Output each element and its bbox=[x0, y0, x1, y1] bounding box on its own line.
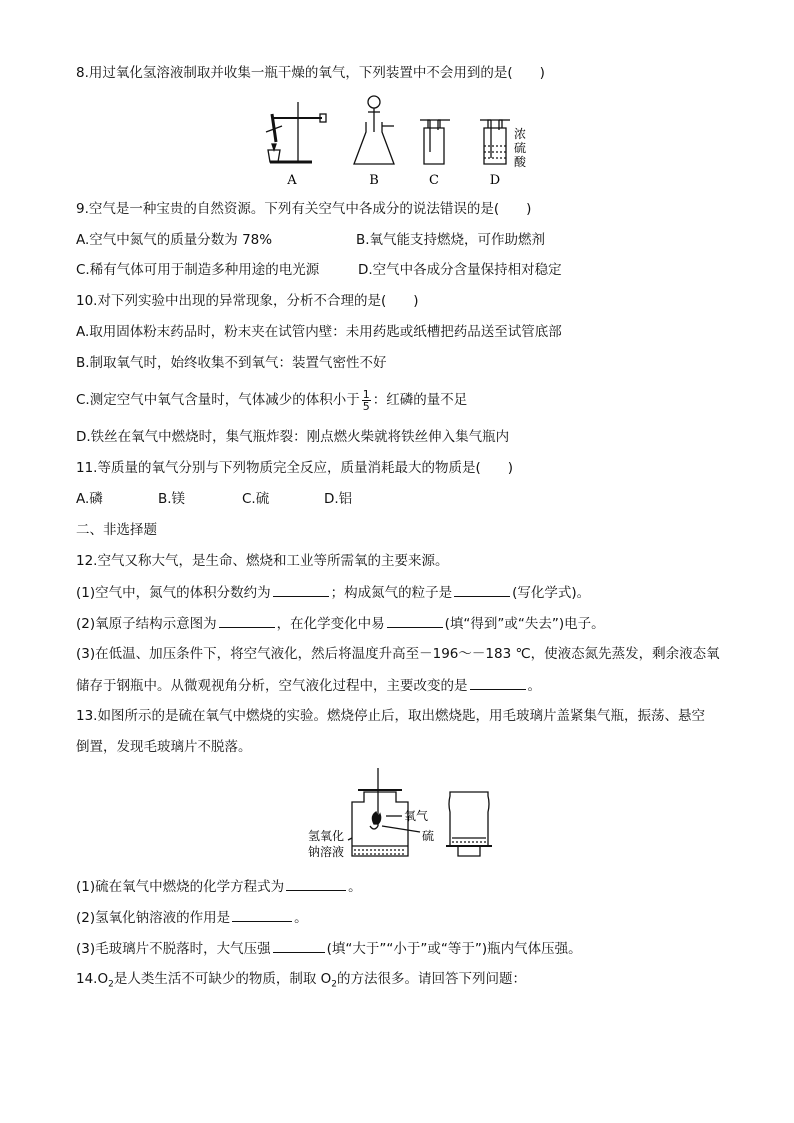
q12-part2-c: (填“得到”或“失去”)电子。 bbox=[444, 616, 605, 632]
apparatus-a bbox=[266, 102, 326, 162]
q13-part3 bbox=[76, 939, 582, 958]
answer-blank[interactable] bbox=[470, 676, 526, 690]
label-naoh-2: 钠溶液 bbox=[308, 845, 345, 859]
q12-part1-a: (1)空气中，氮气的体积分数约为 bbox=[76, 585, 271, 601]
q13-stem-line2: 倒置，发现毛玻璃片不脱落。 bbox=[76, 739, 252, 755]
label-b: B bbox=[369, 173, 379, 188]
answer-blank[interactable] bbox=[273, 583, 329, 597]
q9-stem: 9.空气是一种宝贵的自然资源。下列有关空气中各成分的说法错误的是( ) bbox=[76, 201, 532, 217]
q13-sulfur-combustion-figure bbox=[308, 768, 498, 864]
q11-option-a: A.磷 bbox=[76, 491, 103, 507]
apparatus-d bbox=[480, 120, 510, 164]
q13-stem-line1: 13.如图所示的是硫在氧气中燃烧的实验。燃烧停止后，取出燃烧匙，用毛玻璃片盖紧集气瓶，振荡、悬空 bbox=[76, 708, 705, 724]
q9-option-c: C.稀有气体可用于制造多种用途的电光源 bbox=[76, 262, 320, 278]
fraction-one-fifth bbox=[362, 389, 371, 412]
q10-stem: 10.对下列实验中出现的异常现象，分析不合理的是( ) bbox=[76, 293, 419, 309]
q13-part1-b: 。 bbox=[348, 879, 362, 895]
q8-stem: 8.用过氧化氢溶液制取并收集一瓶干燥的氧气，下列装置中不会用到的是( ) bbox=[76, 65, 545, 81]
apparatus-b bbox=[354, 96, 394, 164]
apparatus-c bbox=[420, 120, 450, 164]
q13-part3-b: (填“大于”“小于”或“等于”)瓶内气体压强。 bbox=[326, 941, 582, 957]
q13-part2-b: 。 bbox=[294, 910, 308, 926]
q8-apparatus-figure bbox=[262, 92, 532, 188]
section-heading: 二、非选择题 bbox=[76, 522, 157, 538]
label-d: D bbox=[489, 173, 501, 188]
q10-option-c bbox=[76, 384, 467, 416]
q10-option-b: B.制取氧气时，始终收集不到氧气：装置气密性不好 bbox=[76, 355, 387, 371]
q10-option-c-pre: C.测定空气中氧气含量时，气体减少的体积小于 bbox=[76, 392, 360, 408]
answer-blank[interactable] bbox=[387, 614, 443, 628]
q10-option-a: A.取用固体粉末药品时，粉末夹在试管内壁：未用药匙或纸槽把药品送至试管底部 bbox=[76, 324, 562, 340]
q13-part3-a: (3)毛玻璃片不脱落时，大气压强 bbox=[76, 941, 271, 957]
q14-subscript: 2 bbox=[108, 979, 114, 990]
q13-part2 bbox=[76, 908, 308, 927]
q12-part3-line2 bbox=[76, 676, 541, 695]
q13-part1-a: (1)硫在氧气中燃烧的化学方程式为 bbox=[76, 879, 285, 895]
acid-label-1: 浓 bbox=[514, 127, 527, 141]
q12-part2-a: (2)氧原子结构示意图为 bbox=[76, 616, 217, 632]
answer-blank[interactable] bbox=[286, 877, 346, 891]
q14-c: 的方法很多。请回答下列问题： bbox=[337, 971, 526, 987]
answer-blank[interactable] bbox=[454, 583, 510, 597]
q14-subscript: 2 bbox=[331, 979, 337, 990]
q14-b: 是人类生活不可缺少的物质，制取 O bbox=[113, 971, 332, 987]
q12-stem: 12.空气又称大气，是生命、燃烧和工业等所需氧的主要来源。 bbox=[76, 553, 449, 569]
q9-option-b: B.氧气能支持燃烧，可作助燃剂 bbox=[356, 232, 546, 248]
q11-stem: 11.等质量的氧气分别与下列物质完全反应，质量消耗最大的物质是( ) bbox=[76, 460, 514, 476]
q11-option-d: D.铝 bbox=[324, 491, 353, 507]
q12-part3-line1: (3)在低温、加压条件下，将空气液化，然后将温度升高至－196～－183 ℃，使液态氮先蒸发，剩余液态氧 bbox=[76, 646, 720, 662]
q12-part2 bbox=[76, 614, 605, 633]
answer-blank[interactable] bbox=[219, 614, 275, 628]
q13-part2-a: (2)氢氧化钠溶液的作用是 bbox=[76, 910, 231, 926]
fraction-numerator: 1 bbox=[362, 387, 370, 401]
label-oxygen: 氧气 bbox=[404, 809, 429, 823]
q12-part1-b: ；构成氮气的粒子是 bbox=[330, 585, 453, 601]
acid-label-2: 硫 bbox=[514, 141, 527, 155]
q14-stem bbox=[76, 970, 526, 994]
q14-a: 14.O bbox=[76, 971, 109, 987]
acid-label-3: 酸 bbox=[514, 155, 527, 169]
label-naoh-1: 氢氧化 bbox=[308, 829, 345, 843]
q9-option-a: A.空气中氮气的质量分数为 78% bbox=[76, 232, 273, 248]
q12-part3-a: 储存于钢瓶中。从微观视角分析，空气液化过程中，主要改变的是 bbox=[76, 678, 468, 694]
fraction-denominator: 5 bbox=[362, 399, 370, 413]
label-sulfur: 硫 bbox=[422, 829, 435, 843]
answer-blank[interactable] bbox=[273, 939, 325, 953]
q10-option-c-post: ：红磷的量不足 bbox=[372, 392, 468, 408]
q10-option-d: D.铁丝在氧气中燃烧时，集气瓶炸裂：刚点燃火柴就将铁丝伸入集气瓶内 bbox=[76, 429, 510, 445]
q12-part2-b: ，在化学变化中易 bbox=[276, 616, 385, 632]
q13-part1 bbox=[76, 877, 362, 896]
label-c: C bbox=[429, 173, 439, 188]
q12-part3-b: 。 bbox=[527, 678, 541, 694]
q11-option-c: C.硫 bbox=[242, 491, 270, 507]
q12-part1 bbox=[76, 583, 590, 602]
q9-option-d: D.空气中各成分含量保持相对稳定 bbox=[358, 262, 562, 278]
q11-option-b: B.镁 bbox=[158, 491, 186, 507]
answer-blank[interactable] bbox=[232, 908, 292, 922]
label-a: A bbox=[287, 173, 297, 188]
q12-part1-c: (写化学式)。 bbox=[512, 585, 591, 601]
